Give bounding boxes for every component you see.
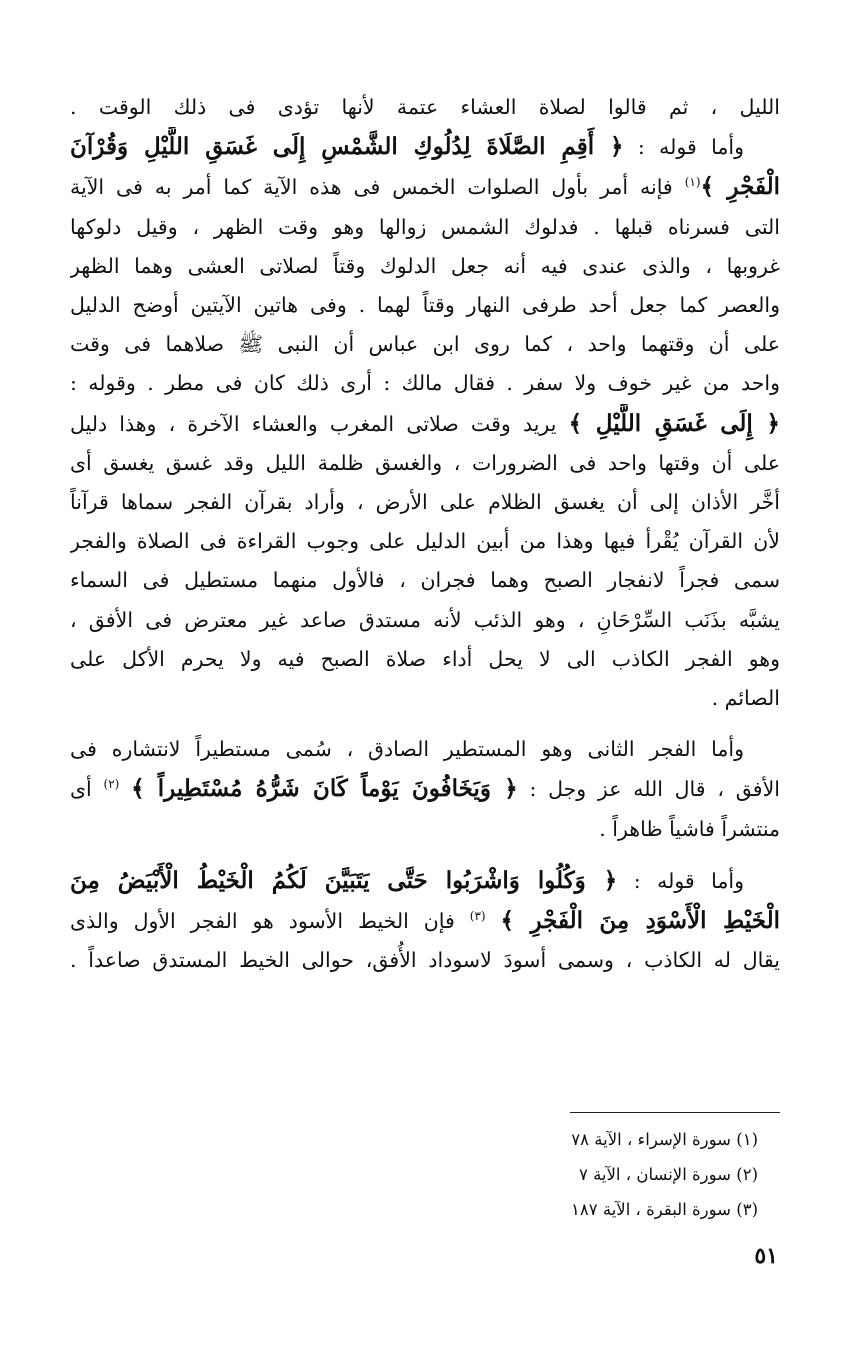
quran-verse: ﴿ وَيَخَافُونَ يَوْماً كَانَ شَرُّهُ مُسْتَطِيراً ﴾ <box>131 775 518 803</box>
text-line: ﴿ إِلَى غَسَقِ اللَّيْلِ ﴾ يريد وقت صلاتى المغرب والعشاء الآخرة ، وهذا دليل <box>70 409 780 437</box>
text-line: الليل ، ثم قالوا لصلاة العشاء عتمة لأنها تؤدى فى ذلك الوقت . <box>70 95 780 119</box>
text-line: واحد من غير خوف ولا سفر . فقال مالك : أرى ذلك كان فى مطر . وقوله : <box>70 371 780 396</box>
quran-verse: الْفَجْرِ ﴾ <box>700 173 780 201</box>
text-line: غروبها ، والذى عندى فيه أنه جعل الدلوك وقتاً لصلاتى العشى وهما الظهر <box>70 253 780 278</box>
text-line: على أن وقتهما واحد ، كما روى ابن عباس أن النبى ﷺ صلاهما فى وقت <box>70 332 780 357</box>
footnote: (١) سورة الإسراء ، الآية ٧٨ <box>571 1130 758 1149</box>
quran-verse: الْخَيْطِ الْأَسْوَدِ مِنَ الْفَجْرِ ﴾ <box>500 907 780 935</box>
body-text <box>70 88 780 980</box>
text-line: لأن القرآن يُقْرأ فيها وهذا من أبين الدليل على وجوب القراءة فى الصلاة والفجر <box>70 529 780 554</box>
text-line: الأفق ، قال الله عز وجل : ﴿ وَيَخَافُونَ يَوْماً كَانَ شَرُّهُ مُسْتَطِيراً ﴾ $^{(٢)}$ أى <box>70 775 780 803</box>
quran-verse: ﴿ إِلَى غَسَقِ اللَّيْلِ ﴾ <box>568 409 780 437</box>
text-line: وأما قوله : ﴿ أَقِمِ الصَّلَاةَ لِدُلُوكِ الشَّمْسِ إِلَى غَسَقِ اللَّيْلِ وَقُرْآنَ <box>70 133 744 161</box>
text-line: وهو الفجر الكاذب الى لا يحل أداء صلاة الصبح فيه ولا يحرم الأكل على <box>70 646 780 671</box>
text-line: والعصر كما جعل أحد طرفى النهار وقتاً لهما . وفى هاتين الآيتين أوضح الدليل <box>70 293 780 318</box>
text-line: أخَّر الأذان إلى أن يغسق الظلام على الأرض ، وأراد بقرآن الفجر سماها قرآناً <box>70 490 780 515</box>
footnote-divider <box>570 1112 780 1113</box>
text-line: يشبَّه بذَنَب السِّرْحَانِ ، وهو الذئب لأنه مستدق صاعد غير معترض فى الأفق ، <box>70 607 780 632</box>
text-line: الْفَجْرِ ﴾$^{(١)}$ فإنه أمر بأول الصلوات الخمس فى هذه الآية كما أمر به فى الآية <box>70 173 780 201</box>
quran-verse: ﴿ أَقِمِ الصَّلَاةَ لِدُلُوكِ الشَّمْسِ إِلَى غَسَقِ اللَّيْلِ وَقُرْآنَ <box>70 133 624 161</box>
footnote-ref: (٢) <box>103 777 120 792</box>
footnote: (٢) سورة الإنسان ، الآية ٧ <box>578 1165 758 1184</box>
text-line: على أن وقتها واحد فى الضرورات ، والغسق ظلمة الليل وقد غسق يغسق أى <box>70 450 780 475</box>
text-line: الْخَيْطِ الْأَسْوَدِ مِنَ الْفَجْرِ ﴾ $^{(٣)}$ فإن الخيط الأسود هو الفجر الأول والذى <box>70 907 780 935</box>
text-line: التى فسرناه قبلها . فدلوك الشمس زوالها وهو وقت الظهر ، وقيل دلوكها <box>70 214 780 239</box>
text-line: وأما قوله : ﴿ وَكُلُوا وَاشْرَبُوا حَتَّى يَتَبَيَّنَ لَكُمُ الْخَيْطُ الْأَبْيَضُ مِنَ <box>70 866 745 894</box>
text-line: وأما الفجر الثانى وهو المستطير الصادق ، سُمى مستطيراً لانتشاره فى <box>70 737 744 762</box>
text-line: منتشراً فاشياً ظاهراً . <box>599 816 780 841</box>
quran-verse: ﴿ وَكُلُوا وَاشْرَبُوا حَتَّى يَتَبَيَّنَ لَكُمُ الْخَيْطُ الْأَبْيَضُ مِنَ <box>70 866 618 894</box>
text-line: سمى فجراً لانفجار الصبح وهما فجران ، فالأول منهما مستطيل فى السماء <box>70 568 780 593</box>
footnotes <box>571 1122 758 1227</box>
footnote-ref: (١) <box>684 175 701 190</box>
page-number: ٥١ <box>754 1243 778 1269</box>
footnote: (٣) سورة البقرة ، الآية ١٨٧ <box>571 1200 758 1219</box>
text-line: الصائم . <box>711 686 780 711</box>
footnote-ref: (٣) <box>469 909 486 924</box>
text-line: يقال له الكاذب ، وسمى أسودَ لاسوداد الأُفق، حوالى الخيط المستدق صاعداً . <box>70 948 780 973</box>
